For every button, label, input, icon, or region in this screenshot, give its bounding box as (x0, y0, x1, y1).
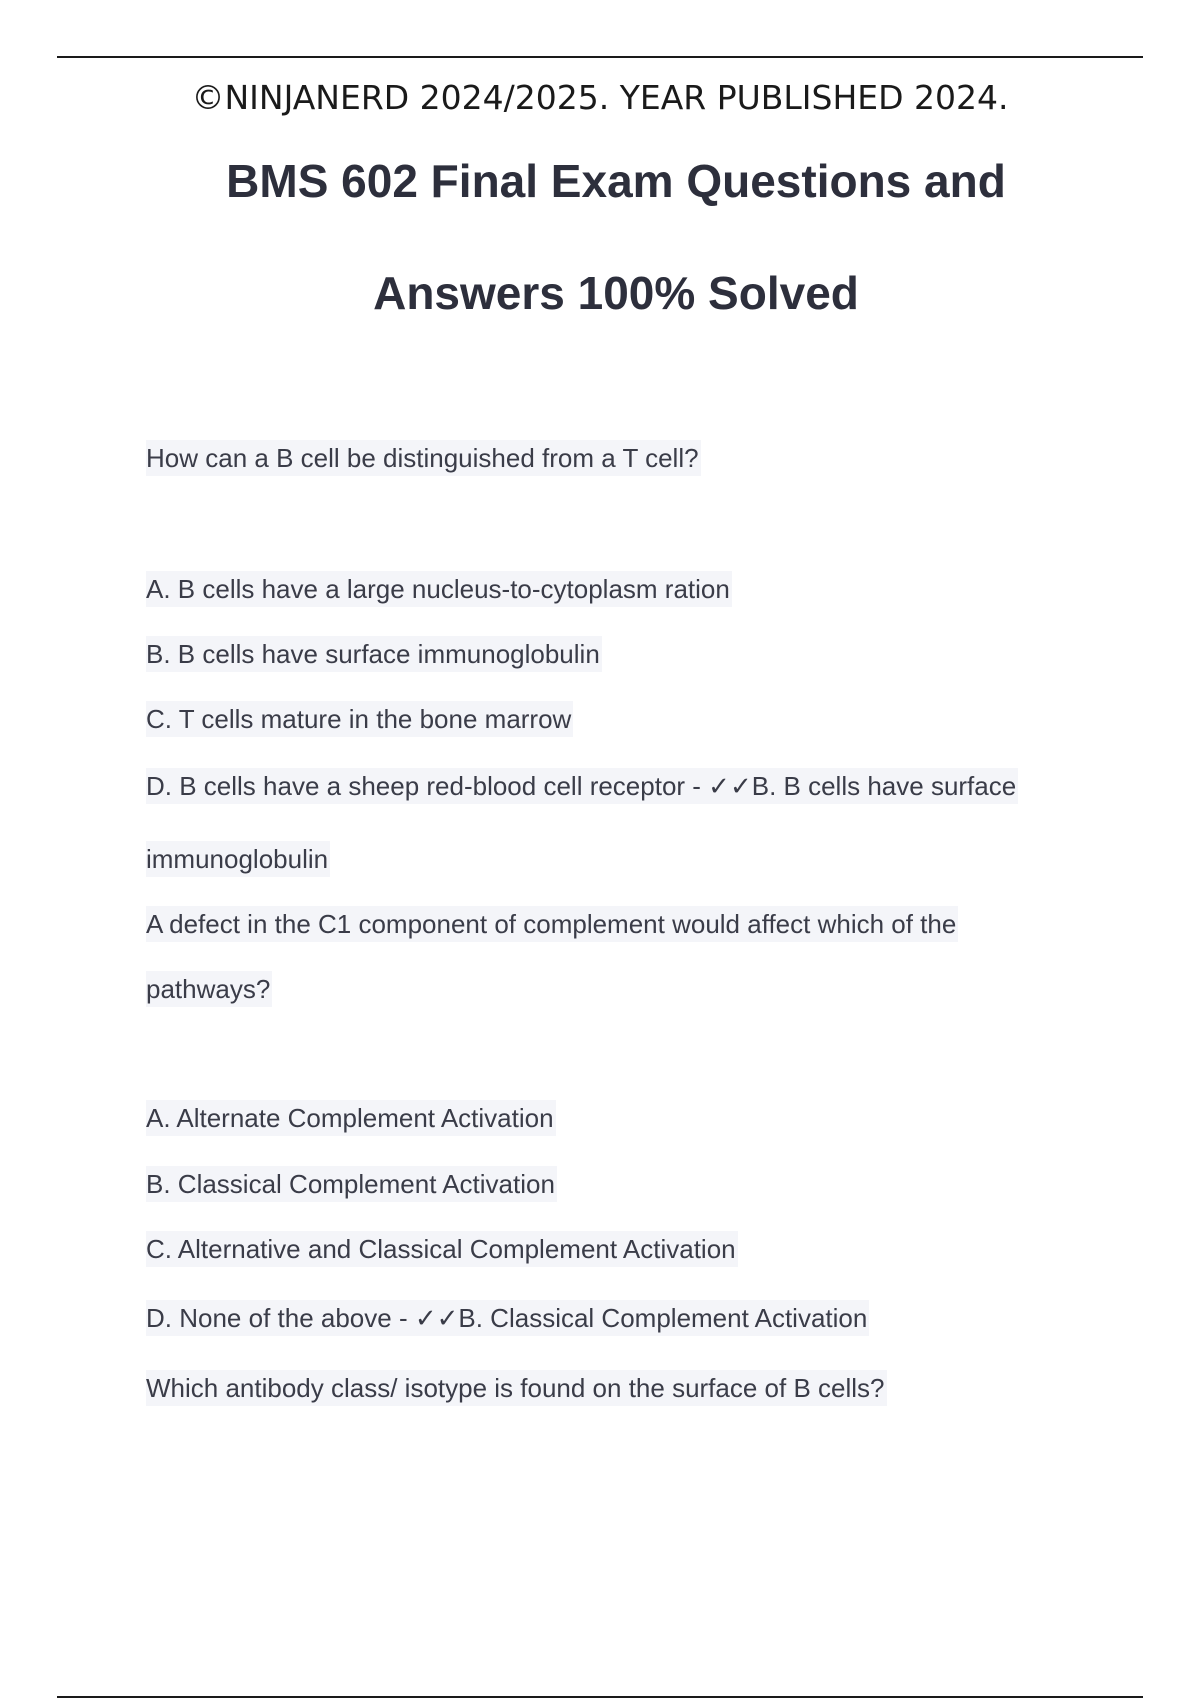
document-title-line-1: BMS 602 Final Exam Questions and (226, 155, 1006, 207)
question-1-answer-continued: immunoglobulin (146, 841, 330, 877)
top-divider (57, 56, 1143, 58)
question-2-option-d-and-answer: D. None of the above - ✓✓B. Classical Complement Activation (146, 1300, 869, 1336)
question-1-option-b: B. B cells have surface immunoglobulin (146, 636, 602, 672)
question-1-option-a: A. B cells have a large nucleus-to-cytoplasm ration (146, 571, 732, 607)
document-title-line-2: Answers 100% Solved (373, 267, 859, 319)
question-2-option-b: B. Classical Complement Activation (146, 1166, 557, 1202)
question-1-option-d-and-answer: D. B cells have a sheep red-blood cell receptor - ✓✓B. B cells have surface (146, 768, 1018, 804)
question-1-option-c: C. T cells mature in the bone marrow (146, 701, 573, 737)
question-3: Which antibody class/ isotype is found on the surface of B cells? (146, 1370, 887, 1406)
bottom-divider (57, 1696, 1143, 1698)
question-2-option-a: A. Alternate Complement Activation (146, 1100, 556, 1136)
question-2-continued: pathways? (146, 971, 272, 1007)
question-2-option-c: C. Alternative and Classical Complement Activation (146, 1231, 738, 1267)
question-2: A defect in the C1 component of complement would affect which of the (146, 906, 958, 942)
copyright-header: ©NINJANERD 2024/2025. YEAR PUBLISHED 2024. (191, 78, 1009, 117)
question-1: How can a B cell be distinguished from a T cell? (146, 440, 701, 476)
